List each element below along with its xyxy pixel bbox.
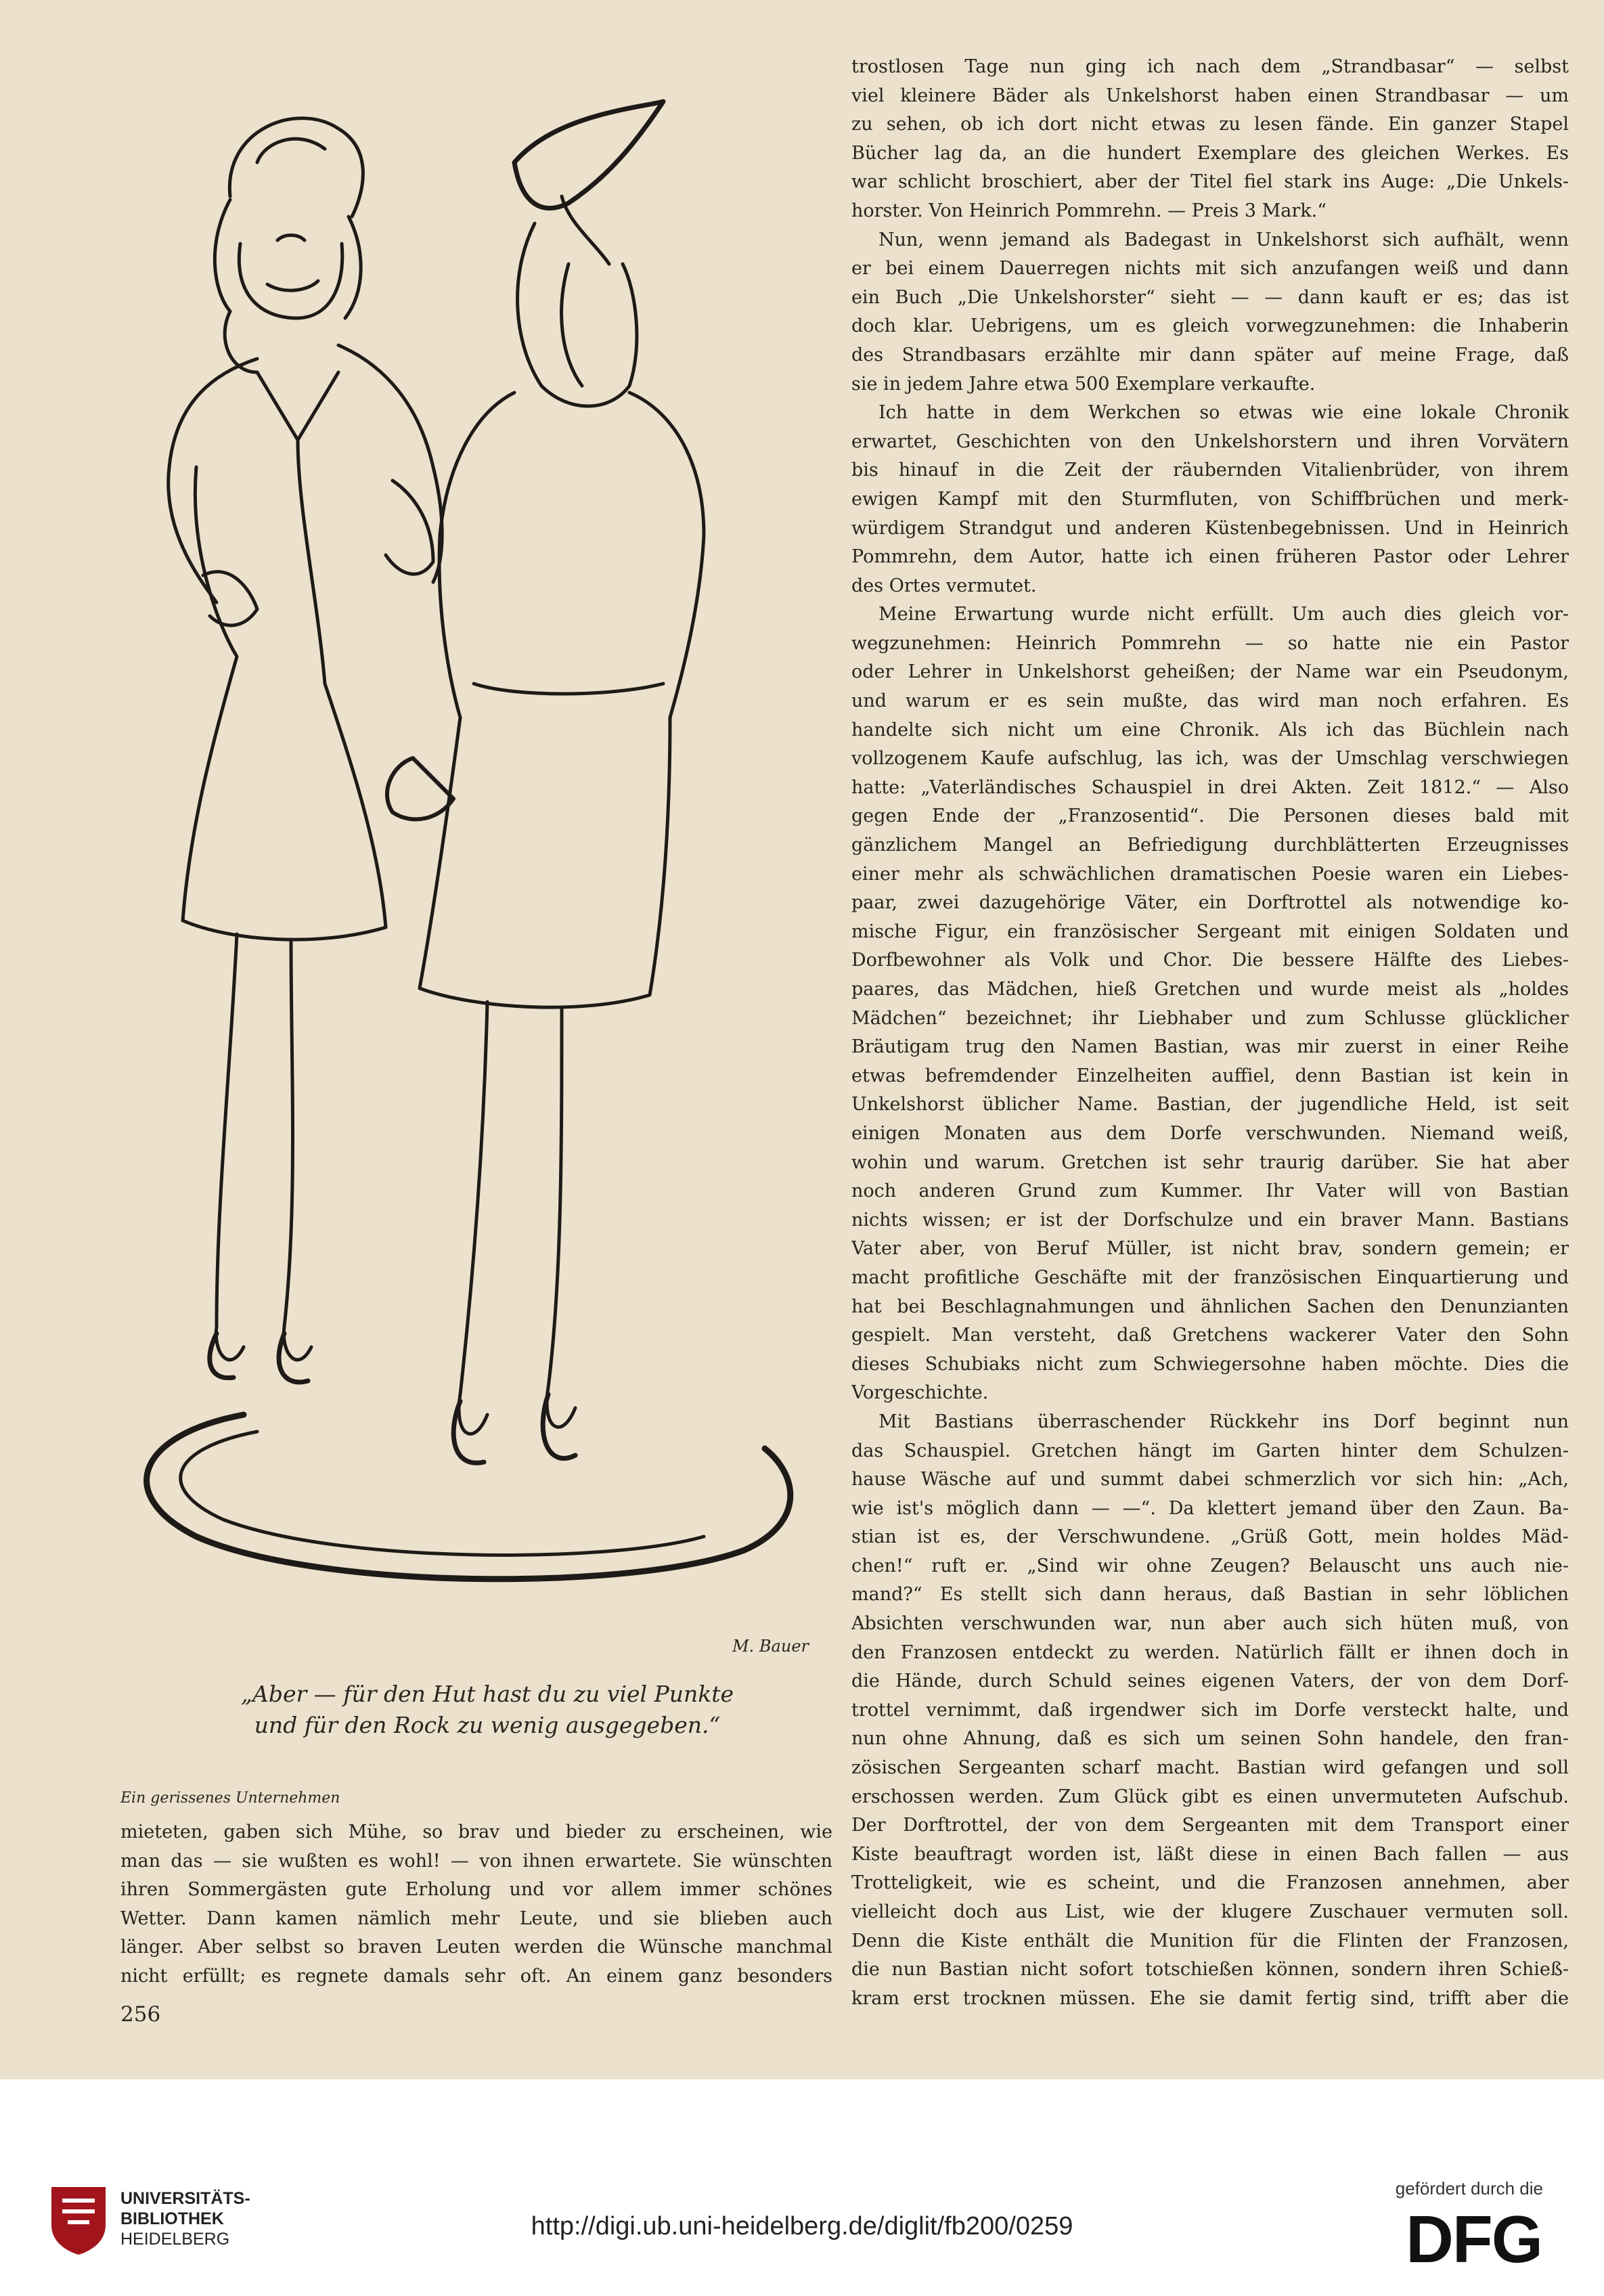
text-line: nun ohne Ahnung, daß es sich um seinen Sohn handele, den fran- [851, 1728, 1569, 1750]
text-line: ewigen Kampf mit den Sturmfluten, von Schiffbrüchen und merk- [851, 488, 1569, 510]
caption-line: und für den Rock zu wenig ausgegeben.“ [254, 1712, 721, 1738]
text-line: zu sehen, ob ich dort nicht etwas zu lesen fände. Ein ganzer Stapel [851, 114, 1569, 135]
text-line: Wetter. Dann kamen nämlich mehr Leute, und sie blieben auch [120, 1907, 832, 1929]
text-line: trostlosen Tage nun ging ich nach dem „Strandbasar“ — selbst [851, 56, 1569, 77]
text-line: Unkelshorst üblicher Name. Bastian, der jugendliche Held, ist seit [851, 1094, 1569, 1116]
text-line: gänzlichem Mangel an Befriedigung durchblätterten Erzeugnisses [851, 835, 1569, 856]
text-line: mieteten, gaben sich Mühe, so brav und bieder zu erscheinen, wie [120, 1822, 832, 1842]
text-line: mische Figur, ein französischer Sergeant mit einigen Soldaten und [851, 921, 1569, 942]
illustration-caption [162, 1679, 812, 1741]
source-url-link[interactable]: http://digi.ub.uni-heidelberg.de/diglit/fb200/0259 [531, 2212, 1073, 2240]
text-line: vielleicht doch aus List, wie der klugere Zuschauer vermuten soll. [851, 1901, 1569, 1922]
section-heading: Ein gerissenes Unternehmen [120, 1790, 340, 1807]
fashion-illustration [95, 88, 812, 1665]
text-line: Dorfbewohner als Volk und Chor. Die bessere Hälfte des Liebes- [851, 950, 1569, 971]
text-line: länger. Aber selbst so braven Leuten werden die Wünsche manchmal [120, 1937, 832, 1958]
text-line: trottel vernimmt, daß irgendwer sich im Dorfe versteckt halte, und [851, 1699, 1569, 1721]
caption-line: „Aber — für den Hut hast du zu viel Punkte [240, 1681, 734, 1707]
text-line: hatte: „Vaterländisches Schauspiel in drei Akten. Zeit 1812.“ — Also [851, 776, 1569, 798]
text-line: wie ist's möglich dann — —“. Da klettert jemand über den Zaun. Ba- [851, 1497, 1569, 1519]
page-number: 256 [120, 2002, 161, 2027]
text-line: wegzunehmen: Heinrich Pommrehn — so hatte nie ein Pastor [851, 632, 1569, 654]
text-line: hat bei Beschlagnahmungen und ähnlichen Sachen den Denunzianten [851, 1296, 1569, 1317]
text-line: doch klar. Uebrigens, um es gleich vorwegzunehmen: die Inhaberin [851, 315, 1569, 337]
text-line: kram erst trocknen müssen. Ehe sie damit fertig sind, trifft aber die [851, 1987, 1569, 2009]
text-line: und warum er es sein mußte, das wird man noch erfahren. Es [851, 690, 1569, 712]
text-line: Der Dorftrottel, der von dem Sergeanten mit dem Transport einer [851, 1815, 1569, 1836]
right-column-text [851, 53, 1569, 2013]
funding-note: gefördert durch die [1395, 2178, 1543, 2199]
text-line: Vorgeschichte. [851, 1382, 989, 1404]
text-line: Mädchen“ bezeichnet; ihr Liebhaber und zum Schlusse glücklicher [851, 1007, 1569, 1029]
text-line: macht profitliche Geschäfte mit der französischen Einquartierung und [851, 1266, 1569, 1288]
text-line: Bücher lag da, an die hundert Exemplare des gleichen Werkes. Es [851, 142, 1569, 164]
text-line: erschossen werden. Zum Glück gibt es einen unvermuteten Aufschub. [851, 1786, 1569, 1807]
text-line: dieses Schubiaks nicht zum Schwiegersohne haben möchte. Dies die [851, 1353, 1569, 1375]
library-name-line: HEIDELBERG [120, 2230, 230, 2249]
text-line: nicht erfüllt; es regnete damals sehr oft. An einem ganz besonders [120, 1965, 832, 1987]
text-line: oder Lehrer in Unkelshorst geheißen; der Name war ein Pseudonym, [851, 661, 1569, 683]
text-line: Nun, wenn jemand als Badegast in Unkelshorst sich aufhält, wenn [878, 229, 1569, 250]
text-line: Pommrehn, dem Autor, hatte ich einen früheren Pastor oder Lehrer [851, 546, 1569, 568]
text-line: Mit Bastians überraschender Rückkehr ins Dorf beginnt nun [878, 1411, 1569, 1432]
text-line: Bräutigam trug den Namen Bastian, was mir zuerst in einer Reihe [851, 1036, 1569, 1058]
text-line: mand?“ Es stellt sich dann heraus, daß Bastian in sehr löblichen [851, 1584, 1569, 1606]
text-line: die Hände, durch Schuld seines eigenen Vaters, der von dem Dorf- [851, 1671, 1569, 1692]
text-line: viel kleinere Bäder als Unkelshorst haben einen Strandbasar — um [851, 85, 1569, 106]
text-line: wohin und warum. Gretchen ist sehr traurig darüber. Sie hat aber [851, 1151, 1569, 1173]
text-line: man das — sie wußten es wohl! — von ihnen erwartete. Sie wünschten [120, 1850, 832, 1872]
text-line: würdigem Strandgut und anderen Küstenbegebnissen. Und in Heinrich [851, 517, 1569, 539]
text-line: Kiste beauftragt worden ist, läßt diese in einen Bach fallen — aus [851, 1843, 1569, 1865]
text-line: sie in jedem Jahre etwa 500 Exemplare verkaufte. [851, 373, 1316, 395]
dfg-logo: DFG [1406, 2202, 1542, 2276]
text-line: einigen Monaten aus dem Dorfe verschwunden. Niemand weiß, [851, 1122, 1569, 1144]
text-line: bis hinauf in die Zeit der räubernden Vitalienbrüder, von ihrem [851, 460, 1569, 481]
text-line: hause Wäsche auf und summt dabei schmerzlich vor sich hin: „Ach, [851, 1469, 1569, 1491]
text-line: erwartet, Geschichten von den Unkelshorstern und ihren Vorvätern [851, 430, 1569, 452]
text-line: des Strandbasars erzählte mir dann später auf meine Frage, daß [851, 344, 1569, 366]
text-line: Ich hatte in dem Werkchen so etwas wie eine lokale Chronik [878, 402, 1569, 424]
text-line: die nun Bastian nicht sofort totschießen können, sondern ihren Schieß- [851, 1959, 1569, 1981]
text-line: paares, das Mädchen, hieß Gretchen und wurde meist als „holdes [851, 979, 1569, 1000]
text-line: Denn die Kiste enthält die Munition für die Flinten der Franzosen, [851, 1930, 1569, 1951]
text-line: chen!“ ruft er. „Sind wir ohne Zeugen? Belauscht uns auch nie- [851, 1555, 1569, 1576]
text-line: Absichten verschwunden war, nun aber auch sich hüten muß, von [851, 1613, 1569, 1635]
text-line: noch anderen Grund zum Kummer. Ihr Vater will von Bastian [851, 1180, 1569, 1202]
library-name-line: UNIVERSITÄTS- [120, 2189, 250, 2208]
text-line: den Franzosen entdeckt zu werden. Natürlich fällt er ihnen doch in [851, 1641, 1569, 1663]
text-line: des Ortes vermutet. [851, 575, 1037, 596]
text-line: stian ist es, der Verschwundene. „Grüß Gott, mein holdes Mäd- [851, 1526, 1569, 1548]
text-line: Meine Erwartung wurde nicht erfüllt. Um auch dies gleich vor- [878, 604, 1569, 625]
text-line: zösischen Sergeanten scharf macht. Bastian wird gefangen und soll [851, 1757, 1569, 1779]
text-line: paar, zwei dazugehörige Väter, ein Dorftrottel als notwendige ko- [851, 892, 1569, 914]
text-line: ein Buch „Die Unkelshorster“ sieht — — dann kauft er es; das ist [851, 286, 1569, 308]
library-name-line: BIBLIOTHEK [120, 2209, 224, 2228]
illustration-credit: M. Bauer [732, 1637, 809, 1656]
text-line: ihren Sommergästen gute Erholung und vor allem immer schönes [120, 1879, 832, 1901]
text-line: etwas befremdender Einzelheiten auffiel, denn Bastian ist kein in [851, 1065, 1569, 1086]
text-line: gespielt. Man versteht, daß Gretchens wackerer Vater den Sohn [851, 1325, 1569, 1346]
text-line: gegen Ende der „Franzosentid“. Die Personen dieses bald mit [851, 805, 1569, 827]
text-line: nichts wissen; er ist der Dorfschulze und ein braver Mann. Bastians [851, 1209, 1569, 1231]
text-line: handelte sich nicht um eine Chronik. Als ich das Büchlein nach [851, 719, 1569, 741]
text-line: er bei einem Dauerregen nichts mit sich anzufangen weiß und dann [851, 258, 1569, 280]
left-column-text [120, 1818, 832, 1991]
text-line: Trotteligkeit, wie es scheint, und die Franzosen annehmen, aber [851, 1872, 1569, 1894]
digitization-footer [0, 2079, 1604, 2296]
text-line: Vater aber, von Beruf Müller, ist nicht brav, sondern gemein; er [851, 1238, 1569, 1260]
text-line: vollzogenem Kaufe aufschlug, las ich, was der Umschlag verschwiegen [851, 748, 1569, 770]
text-line: einer mehr als schwächlichen dramatischen Poesie waren ein Liebes- [851, 863, 1569, 885]
text-line: horster. Von Heinrich Pommrehn. — Preis 3 Mark.“ [851, 200, 1327, 221]
text-line: das Schauspiel. Gretchen hängt im Garten hinter dem Schulzen- [851, 1440, 1569, 1461]
text-line: war schlicht broschiert, aber der Titel fiel stark ins Auge: „Die Unkels- [851, 171, 1569, 193]
